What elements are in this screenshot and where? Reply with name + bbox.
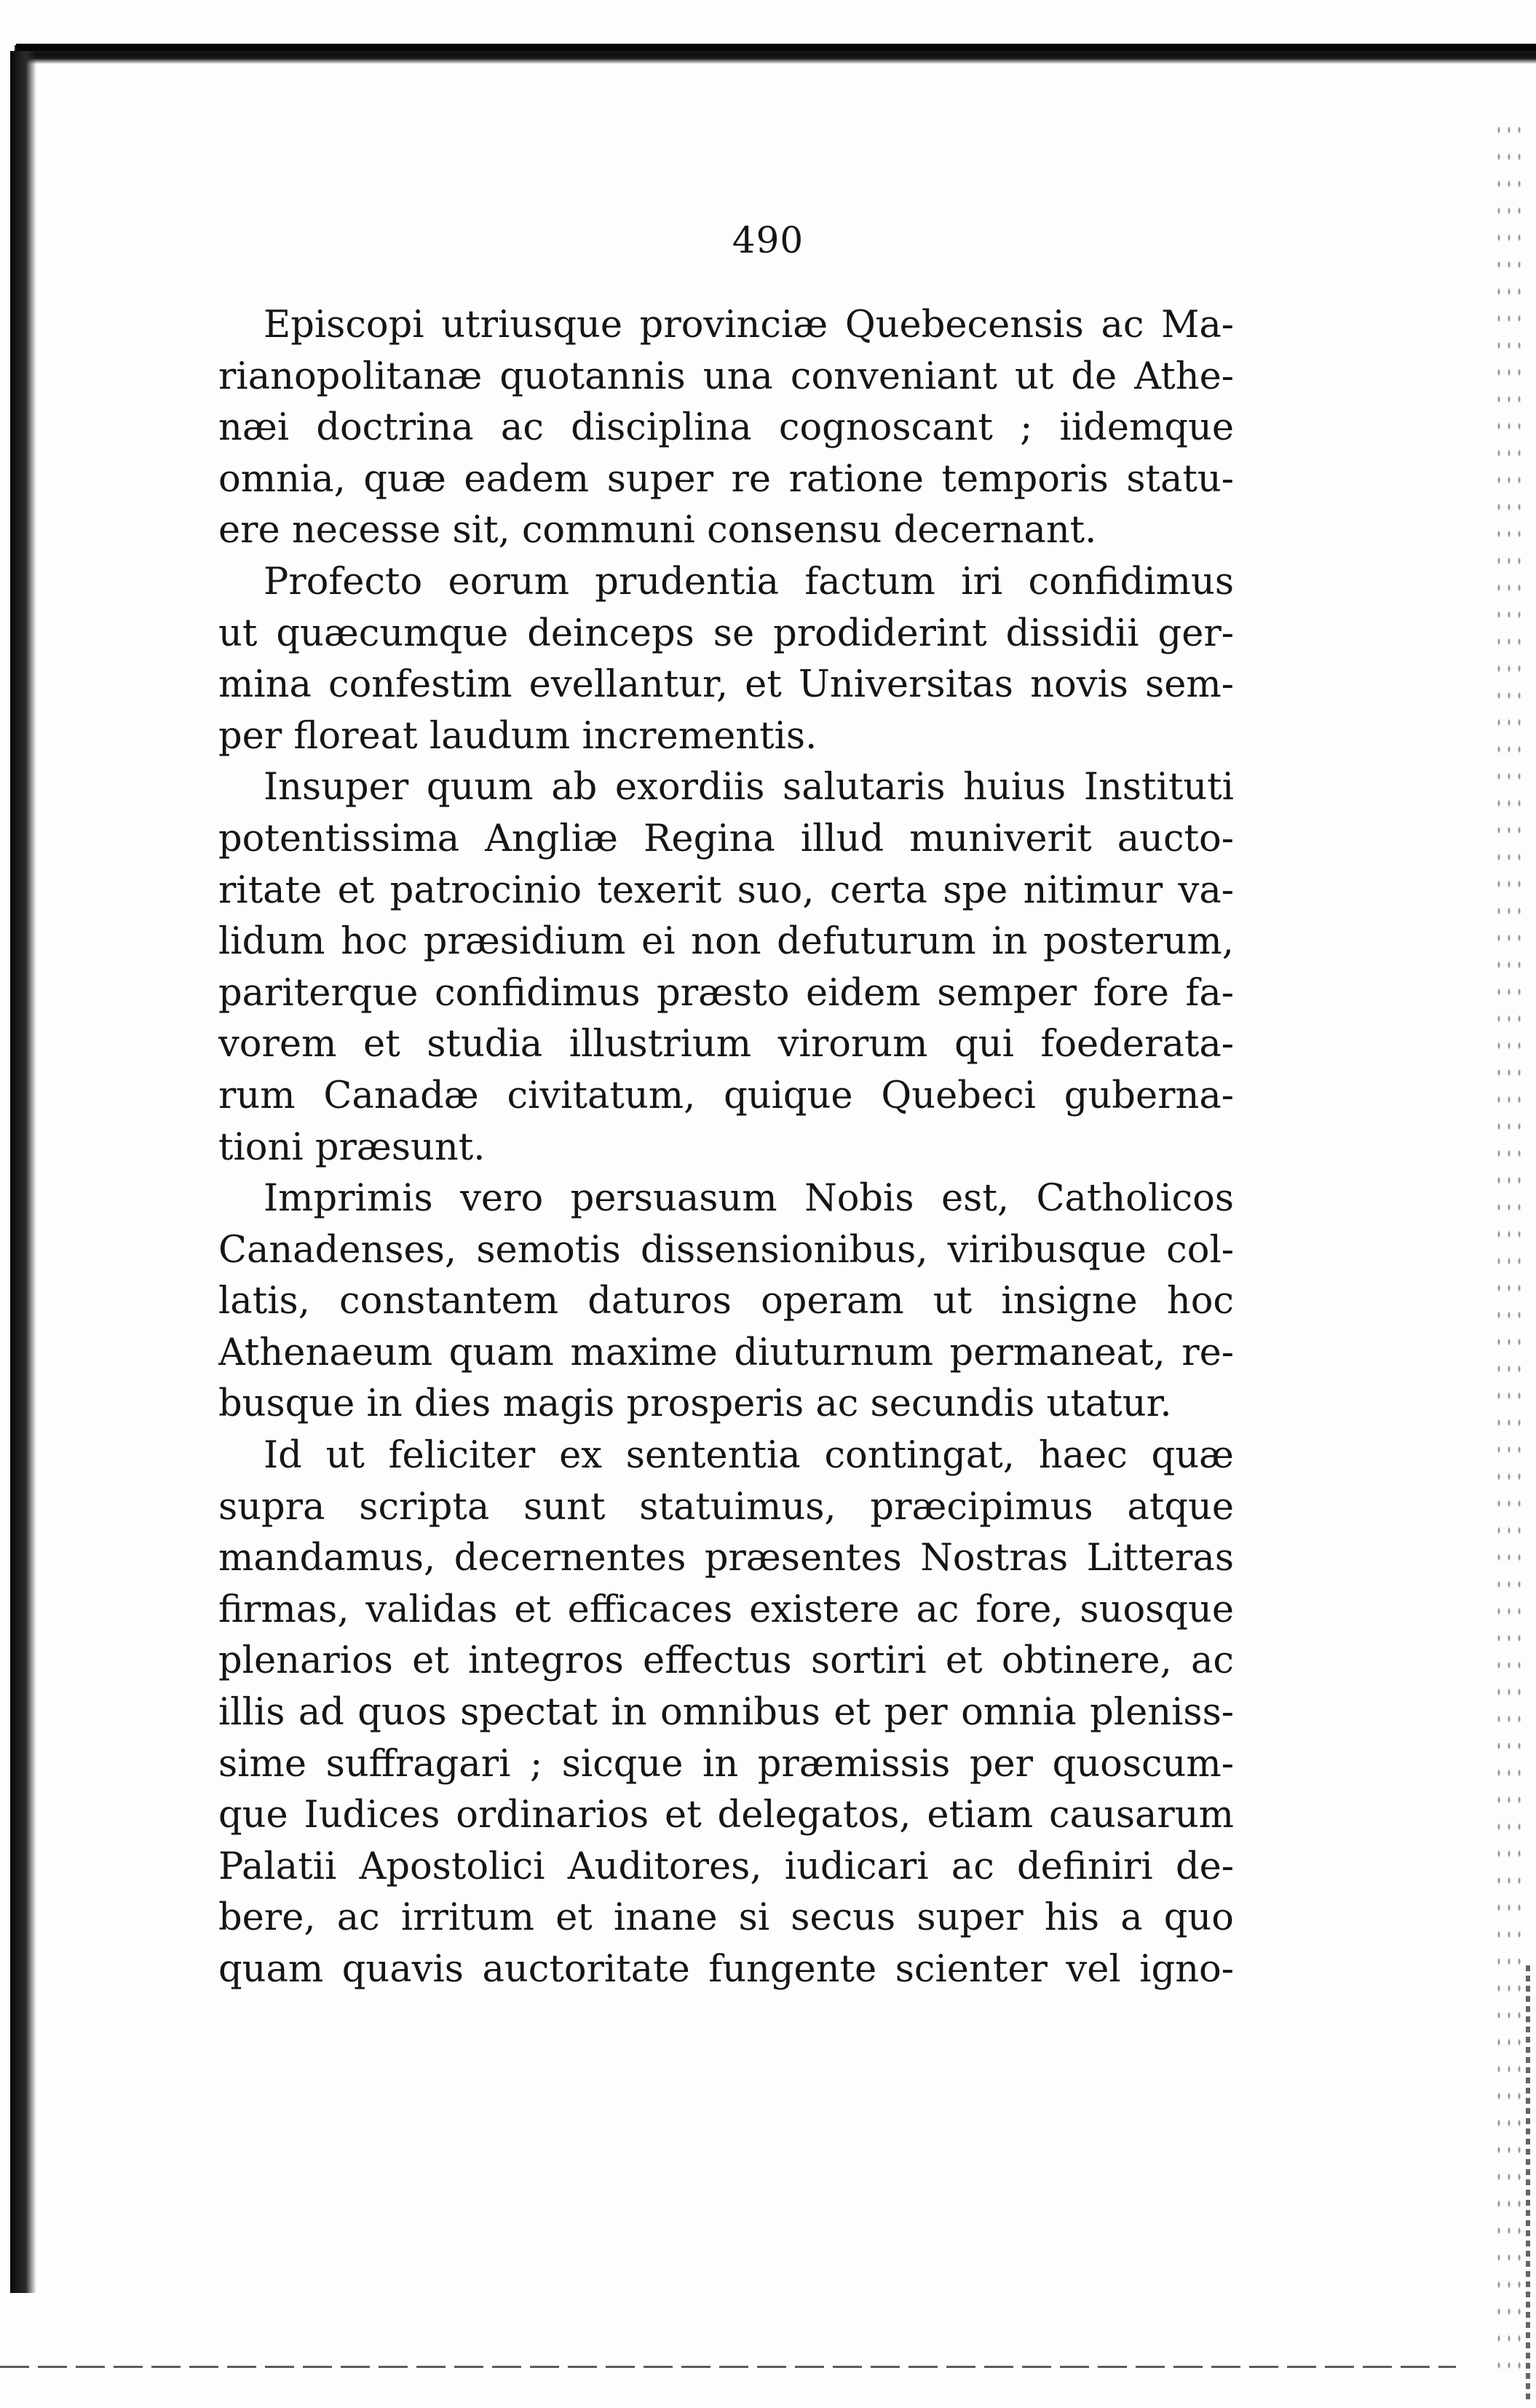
- text-line-content: Insuper quum ab exordiis salutaris huius Instituti: [264, 766, 1234, 809]
- text-line-content: rianopolitanæ quotannis una conveniant ut de Athe-: [218, 355, 1234, 398]
- text-line: [218, 1173, 1234, 1225]
- text-line: [218, 1585, 1234, 1636]
- text-line-content: quam quavis auctoritate fungente scienter vel igno-: [218, 1948, 1234, 1991]
- scan-top-edge-line: [16, 44, 1536, 51]
- text-line-content: supra scripta sunt statuimus, præcipimus atque: [218, 1485, 1234, 1529]
- body-text: [218, 300, 1234, 1996]
- page-number: 490: [732, 219, 804, 261]
- scan-right-speckle: [1494, 116, 1523, 2373]
- text-line-content: mandamus, decernentes præsentes Nostras Litteras: [218, 1537, 1234, 1580]
- text-line: [218, 300, 1234, 352]
- text-line-content: omnia, quæ eadem super re ratione temporis statu-: [218, 457, 1234, 501]
- text-line: [218, 1944, 1234, 1996]
- text-line: [218, 1225, 1234, 1277]
- text-line-content: Episcopi utriusque provinciæ Quebecensis ac Ma-: [264, 304, 1234, 346]
- text-line: [218, 1430, 1234, 1482]
- text-line: [218, 1482, 1234, 1534]
- text-line: [218, 916, 1234, 968]
- text-line-content: Canadenses, semotis dissensionibus, viribusque col-: [218, 1228, 1234, 1272]
- text-line: [218, 968, 1234, 1020]
- text-line: [218, 1276, 1234, 1328]
- text-line-content: per floreat laudum incrementis.: [218, 714, 818, 758]
- text-line: [218, 609, 1234, 660]
- text-line-content: lidum hoc præsidium ei non defuturum in posterum,: [218, 920, 1234, 964]
- text-line-content: næi doctrina ac disciplina cognoscant ; iidemque: [218, 406, 1234, 450]
- text-line: [218, 1790, 1234, 1842]
- text-line: [218, 1893, 1234, 1944]
- text-line: [218, 1019, 1234, 1071]
- text-line-content: ut quæcumque deinceps se prodiderint dissidii ger-: [218, 611, 1234, 655]
- text-line-content: Id ut feliciter ex sententia contingat, haec quæ: [264, 1434, 1234, 1478]
- text-line-content: illis ad quos spectat in omnibus et per omnia pleniss-: [218, 1691, 1234, 1735]
- text-line: [218, 1739, 1234, 1791]
- text-line: [218, 866, 1234, 917]
- text-line: [218, 1842, 1234, 1893]
- text-line: [218, 814, 1234, 866]
- text-line-content: vorem et studia illustrium virorum qui foederata-: [218, 1023, 1234, 1066]
- text-line-content: mina confestim evellantur, et Universitas novis sem-: [218, 663, 1234, 707]
- text-line-content: pariterque confidimus præsto eidem semper fore fa-: [218, 971, 1234, 1015]
- text-line: [218, 505, 1234, 557]
- text-line: [218, 557, 1234, 609]
- text-line: [218, 762, 1234, 814]
- text-line: [218, 1533, 1234, 1585]
- text-line-content: que Iudices ordinarios et delegatos, etiam causarum: [218, 1794, 1234, 1837]
- text-line-content: ere necesse sit, communi consensu decernant.: [218, 509, 1097, 553]
- text-line: [218, 454, 1234, 506]
- text-line-content: busque in dies magis prosperis ac secundis utatur.: [218, 1382, 1172, 1426]
- text-line: [218, 1328, 1234, 1379]
- text-line: [218, 1379, 1234, 1430]
- text-line: [218, 1071, 1234, 1122]
- text-line-content: Imprimis vero persuasum Nobis est, Catholicos: [264, 1177, 1234, 1221]
- text-line-content: plenarios et integros effectus sortiri et obtinere, ac: [218, 1639, 1234, 1683]
- text-line-content: Profecto eorum prudentia factum iri confidimus: [264, 560, 1234, 603]
- text-line: [218, 1122, 1234, 1174]
- text-line-content: tioni præsunt.: [218, 1125, 486, 1169]
- scan-right-binding: [1526, 1965, 1530, 2402]
- text-line: [218, 711, 1234, 763]
- text-line-content: potentissima Angliæ Regina illud muniverit aucto-: [218, 817, 1234, 860]
- text-line: [218, 1636, 1234, 1687]
- scan-left-edge: [10, 51, 36, 2293]
- text-line-content: firmas, validas et efficaces existere ac fore, suosque: [218, 1588, 1234, 1631]
- text-line-content: bere, ac irritum et inane si secus super his a quo: [218, 1896, 1234, 1940]
- text-line: [218, 660, 1234, 711]
- text-line-content: rum Canadæ civitatum, quique Quebeci guberna-: [218, 1074, 1234, 1117]
- text-line-content: Palatii Apostolici Auditores, iudicari ac definiri de-: [218, 1845, 1234, 1888]
- text-line-content: ritate et patrocinio texerit suo, certa spe nitimur va-: [218, 868, 1234, 912]
- text-line: [218, 1687, 1234, 1739]
- text-line-content: latis, constantem daturos operam ut insigne hoc: [218, 1280, 1234, 1323]
- text-line-content: Athenaeum quam maxime diuturnum permaneat, re-: [218, 1331, 1234, 1374]
- text-line: [218, 403, 1234, 454]
- text-line-content: sime suffragari ; sicque in præmissis per quoscum-: [218, 1742, 1234, 1786]
- scan-bottom-edge: [0, 2366, 1456, 2368]
- text-line: [218, 352, 1234, 403]
